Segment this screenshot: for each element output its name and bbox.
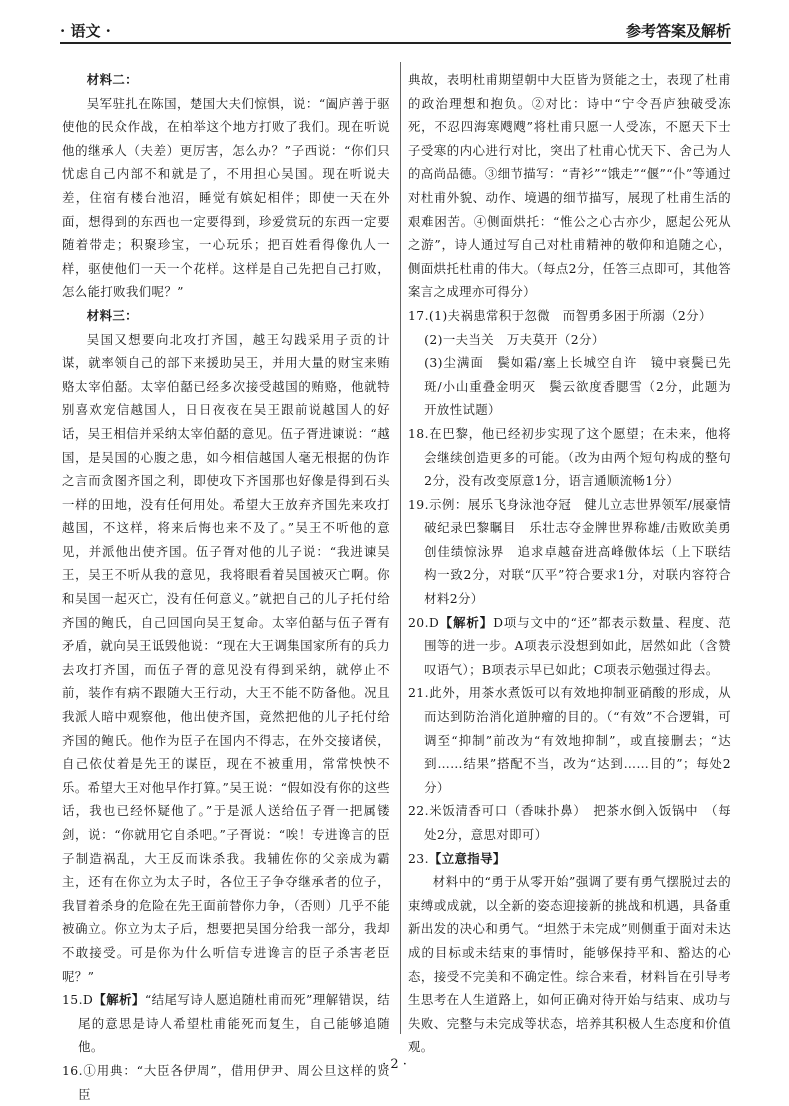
- material-two-text: 吴军驻扎在陈国，楚国大夫们惊惧，说：“阖庐善于驱使他的民众作战，在柏举这个地方打败了我们。现在听说他的继承人（夫差）更厉害，怎么办？”子西说：“你们只忧虑自己内部不和就是了，不用担心吴国。现在听说夫差，住宿有楼台池沼，睡觉有嫔妃相伴；即使一天在外面，想得到的东西也一定要得到，珍爱赏玩的东西一定要随着带走；积聚珍宝，一心玩乐；把百姓看得像仇人一样，驱使他们一天一个花样。这样是自己先把自己打败，怎么能打败我们呢？”: [62, 95, 390, 300]
- answer-15-text: “结尾写诗人愿追随杜甫而死”理解错误，结尾的意思是诗人希望杜甫能死而复生，自己能够追随他。: [78, 992, 390, 1055]
- answer-15-number: 15.D: [62, 992, 94, 1008]
- material-two-title: 材料二：: [86, 72, 138, 87]
- material-three-text: 吴国又想要向北攻打齐国，越王勾践采用子贡的计谋，就率领自己的部下来援助吴王，并用大量的财宝来贿赂太宰伯嚭。太宰伯嚭已经多次接受越国的贿赂，他就特别喜欢宠信越国人，日日夜夜在吴王跟前说越国人的好话，吴王相信并采纳太宰伯嚭的意见。伍子胥进谏说：“越国，是吴国的心腹之患，如今相信越国人毫无根据的伪诈之言而贪图齐国之利，即使攻下齐国那也好像是得到石头一样的田地，没有任何用处。希望大王放弃齐国先来攻打越国，不这样，将来后悔也来不及了。”吴王不听他的意见，并派他出使齐国。伍子胥对他的儿子说：“我进谏吴王，吴王不听从我的意见，我将眼看着吴国被灭亡啊。你和吴国一起灭亡，没有任何意义。”就把自己的儿子托付给齐国的鲍氏，自己回国向吴王复命。太宰伯嚭与伍子胥有矛盾，就向吴王诋毁他说：“现在大王调集国家所有的兵力去攻打齐国，而伍子胥的意见没有得到采纳，就停止不前，装作有病不跟随大王行动，大王不能不防备他。况且我派人暗中观察他，他出使齐国，竟然把他的儿子托付给齐国的鲍氏。他作为臣子在国内不得志，在外交接诸侯，自己依仗着是先王的谋臣，现在不被重用，常常怏怏不乐。希望大王对他早作打算。”吴王说：“假如没有你的这些话，我也已经怀疑他了。”于是派人送给伍子胥一把属镂剑，说：“你就用它自杀吧。”子胥说：“唉！专进谗言的臣子制造祸乱，大王反而诛杀我。我辅佐你的父亲成为霸主，还有在你立为太子时，各位王子争夺继承者的位子，我冒着杀身的危险在先王面前替你力争，（否则）几乎不能被确立。你立为太子后，想要把吴国分给我一部分，我却不敢接受。可是你为什么听信专进谗言的臣子杀害老臣呢？”: [62, 331, 390, 984]
- answer-17-part3: (3)尘满面 鬓如霜/塞上长城空自许 镜中衰鬓已先斑/小山重叠金明灭 鬓云欲度香腮雪（2分，此题为开放性试题）: [424, 355, 731, 418]
- answer-23-number: 23.: [408, 850, 429, 866]
- column-divider: [400, 62, 401, 1034]
- answer-15-tag: 【解析】: [93, 992, 145, 1008]
- left-column: [62, 68, 390, 1106]
- header-title: 参考答案及解析: [625, 22, 731, 40]
- page-number: · 2 ·: [382, 1057, 407, 1072]
- answer-20-tag: 【解析】: [439, 614, 494, 630]
- answer-20: [408, 611, 731, 682]
- material-three-title: 材料三：: [86, 307, 138, 323]
- answer-16-number: 16.: [62, 1062, 83, 1078]
- answer-22: 22.米饭清香可口（香味扑鼻） 把茶水倒入饭锅中 （每处2分，意思对即可）: [408, 803, 731, 842]
- page-header: [60, 20, 731, 44]
- answer-17-part2: (2)一夫当关 万夫莫开（2分）: [424, 331, 605, 347]
- right-column: [408, 68, 731, 1059]
- answer-20-text: D项与文中的“还”都表示数量、程度、范围等的进一步。A项表示没想到如此，居然如此（含赞叹语气）；B项表示早已如此；C项表示勉强过得去。: [424, 614, 732, 677]
- answer-18: 18.在巴黎，他已经初步实现了这个愿望；在未来，他将会继续创造更多的可能。（改为由两个短句构成的整句2分，没有改变原意1分，语言通顺流畅1分）: [408, 425, 731, 489]
- answer-19: 19.示例：展乐飞身泳池夺冠 健儿立志世界领军/展豪情破纪录巴黎瞩目 乐壮志夺金牌世界称雄/击败欧美勇创佳绩惊泳界 追求卓越奋进高峰傲体坛（上下联结构一致2分，对联“仄平”符合要求1分，对联内容符合材料2分）: [408, 496, 731, 607]
- answer-16-text: ①用典：“大臣各伊周”，借用伊尹、周公旦这样的贤臣: [78, 1062, 390, 1102]
- answer-23-heading: [408, 847, 731, 871]
- answer-17-part1: 17.(1)夫祸患常积于忽微 而智勇多困于所溺（2分）: [408, 307, 712, 323]
- answer-23-tag: 【立意指导】: [428, 850, 506, 866]
- subject-label: · 语文 ·: [60, 22, 111, 40]
- answer-15: [62, 988, 390, 1059]
- answer-20-number: 20.D: [408, 614, 440, 630]
- answer-21: 21.此外，用茶水煮饭可以有效地抑制亚硝酸的形成，从而达到防治消化道肿瘤的目的。（“有效”不合逻辑，可调至“抑制”前改为“有效地抑制”，或直接删去；“达到……结果”搭配不当，改为“达到……目的”；每处2分）: [408, 685, 731, 795]
- answer-16-continued: 典故，表明杜甫期望朝中大臣皆为贤能之士，表现了杜甫的政治理想和抱负。②对比：诗中“宁令吾庐独破受冻死，不忍四海寒飕飕”将杜甫只愿一人受冻，不愿天下士子受寒的内心进行对比，突出了杜甫心忧天下、舍己为人的高尚品德。③细节描写：“青衫”“饿走”“偃”“仆”等通过对杜甫外貌、动作、境遇的细节描写，展现了杜甫生活的艰难困苦。④侧面烘托：“惟公之心古亦少，愿起公死从之游”，诗人通过写自己对杜甫精神的敬仰和追随之心，侧面烘托杜甫的伟大。（每点2分，任答三点即可，其他答案言之成理亦可得分）: [408, 72, 731, 300]
- answer-23-text: 材料中的“勇于从零开始”强调了要有勇气摆脱过去的束缚或成就，以全新的姿态迎接新的挑战和机遇，具备重新出发的决心和勇气。“坦然于未完成”则侧重于面对未达成的目标或未结束的事情时，能够保持平和、豁达的心态，接受不完美和不确定性。综合来看，材料旨在引导考生思考在人生道路上，如何正确对待开始与结束、成功与失败、完整与未完成等状态，培养其积极人生态度和价值观。: [408, 874, 731, 1055]
